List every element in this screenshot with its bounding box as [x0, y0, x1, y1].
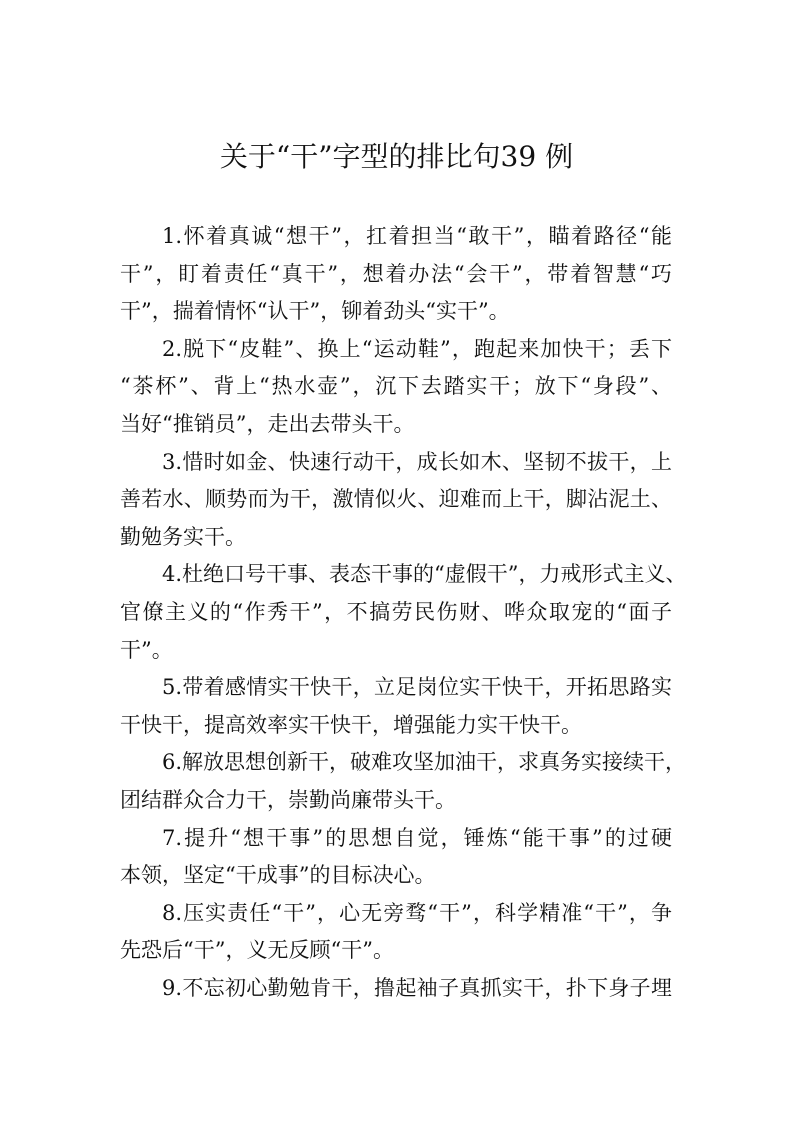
paragraph-line: 5.带着感情实干快干，立足岗位实干快干，开拓思路实	[162, 675, 672, 700]
paragraph-line: 当好“推销员”，走出去带头干。	[120, 411, 415, 436]
paragraph-1	[120, 218, 672, 331]
paragraph-line: 干”，揣着情怀“认干”，铆着劲头“实干”。	[120, 299, 510, 324]
paragraph-9	[120, 970, 672, 1008]
paragraph-8	[120, 895, 672, 970]
paragraph-line: 4.杜绝口号干事、表态干事的“虚假干”，力戒形式主义、	[162, 562, 687, 587]
paragraph-line: 1.怀着真诚“想干”，扛着担当“敢干”，瞄着路径“能	[162, 224, 672, 248]
paragraph-line: 2.脱下“皮鞋”、换上“运动鞋”，跑起来加快干；丢下	[162, 336, 672, 361]
paragraph-line: 干”。	[120, 637, 173, 662]
paragraph-line: 团结群众合力干，崇勤尚廉带头干。	[120, 787, 456, 812]
paragraph-line: 9.不忘初心勤勉肯干，撸起袖子真抓实干，扑下身子埋	[162, 975, 672, 1000]
paragraph-line: 本领，坚定“干成事”的目标决心。	[120, 863, 436, 888]
paragraph-5	[120, 669, 672, 744]
paragraph-line: 勤勉务实干。	[120, 524, 246, 549]
paragraph-line: “茶杯”、背上“热水壶”，沉下去踏实干；放下“身段”、	[120, 374, 672, 399]
paragraph-6	[120, 744, 687, 819]
paragraph-line: 3.惜时如金、快速行动干，成长如木、坚韧不拔干，上	[162, 449, 672, 474]
paragraph-7	[120, 820, 672, 895]
paragraph-line: 干快干，提高效率实干快干，增强能力实干快干。	[120, 712, 582, 737]
paragraph-line: 7.提升“想干事”的思想自觉，锤炼“能干事”的过硬	[162, 825, 672, 850]
paragraph-line: 先恐后“干”，义无反顾“干”。	[120, 938, 394, 963]
document-title: 关于“干”字型的排比句39 例	[219, 140, 574, 173]
paragraph-line: 善若水、顺势而为干，激情似火、迎难而上干，脚沾泥土、	[120, 487, 672, 512]
paragraph-line: 8.压实责任“干”，心无旁骛“干”，科学精准“干”，争	[162, 900, 672, 925]
document-body	[120, 218, 687, 1007]
paragraph-3	[120, 444, 672, 557]
paragraph-line: 干”，盯着责任“真干”，想着办法“会干”，带着智慧“巧	[120, 261, 672, 286]
paragraph-2	[120, 331, 672, 444]
paragraph-4	[120, 556, 687, 669]
paragraph-line: 官僚主义的“作秀干”，不搞劳民伤财、哗众取宠的“面子	[120, 599, 672, 624]
paragraph-line: 6.解放思想创新干，破难攻坚加油干，求真务实接续干，	[162, 750, 687, 775]
